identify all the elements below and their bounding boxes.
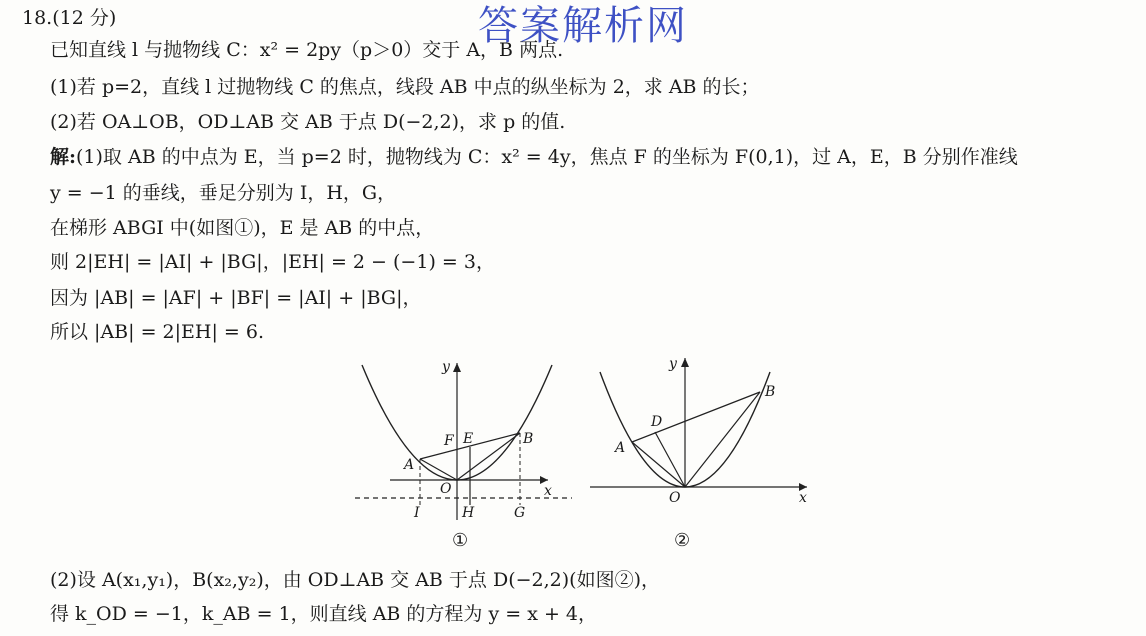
solution-line7: (2)设 A(x₁,y₁)，B(x₂,y₂)，由 OD⊥AB 交 AB 于点 D(−2,2)(如图②)， xyxy=(50,569,660,591)
solution-line4: 则 2|EH| = |AI| + |BG|，|EH| = 2 − (−1) = 3， xyxy=(50,251,495,273)
solution-line2: y = −1 的垂线，垂足分别为 I，H，G， xyxy=(50,182,397,204)
question-number: 18.(12 分) xyxy=(22,7,117,29)
fig1-label-E: E xyxy=(463,431,474,447)
fig1-label-B: B xyxy=(523,431,534,447)
solution-line6: 所以 |AB| = 2|EH| = 6. xyxy=(50,321,264,343)
fig2-label-y: y xyxy=(669,356,677,372)
fig2-label-B: B xyxy=(765,384,776,400)
fig1-label-I: I xyxy=(414,505,420,521)
fig2-label-A: A xyxy=(615,440,626,456)
question-part2: (2)若 OA⊥OB，OD⊥AB 交 AB 于点 D(−2,2)，求 p 的值. xyxy=(50,111,566,133)
fig1-label-x: x xyxy=(544,483,552,499)
fig1-label-H: H xyxy=(462,505,475,521)
fig2-label-O: O xyxy=(669,490,681,506)
fig1-label-y: y xyxy=(442,359,450,375)
solution-line3: 在梯形 ABGI 中(如图①)，E 是 AB 的中点， xyxy=(50,217,435,239)
solution-line8: 得 k_OD = −1，k_AB = 1，则直线 AB 的方程为 y = x + 4， xyxy=(50,603,597,625)
fig1-label-G: G xyxy=(514,505,526,521)
watermark-text: 答案解析网 xyxy=(478,3,688,49)
solution-line5: 因为 |AB| = |AF| + |BF| = |AI| + |BG|， xyxy=(50,287,422,309)
solution-line1 xyxy=(50,145,1018,169)
figure-2-caption: ② xyxy=(674,530,691,551)
solution-line1-text: (1)取 AB 的中点为 E，当 p=2 时，抛物线为 C：x² = 4y，焦点 F 的坐标为 F(0,1)，过 A，E，B 分别作准线 xyxy=(76,146,1018,168)
fig1-label-O: O xyxy=(440,481,452,497)
figure-1-caption: ① xyxy=(452,530,469,551)
solution-label: 解: xyxy=(50,146,77,168)
fig1-label-A: A xyxy=(404,457,415,473)
figure-2 xyxy=(585,350,815,525)
fig1-label-F: F xyxy=(444,433,454,449)
fig2-label-D: D xyxy=(651,414,663,430)
question-part1: (1)若 p=2，直线 l 过抛物线 C 的焦点，线段 AB 中点的纵坐标为 2，求 AB 的长； xyxy=(50,76,760,98)
fig2-label-x: x xyxy=(799,490,807,506)
question-stem: 已知直线 l 与抛物线 C：x² = 2py（p＞0）交于 A，B 两点. xyxy=(50,39,564,61)
figure-1 xyxy=(350,355,580,530)
